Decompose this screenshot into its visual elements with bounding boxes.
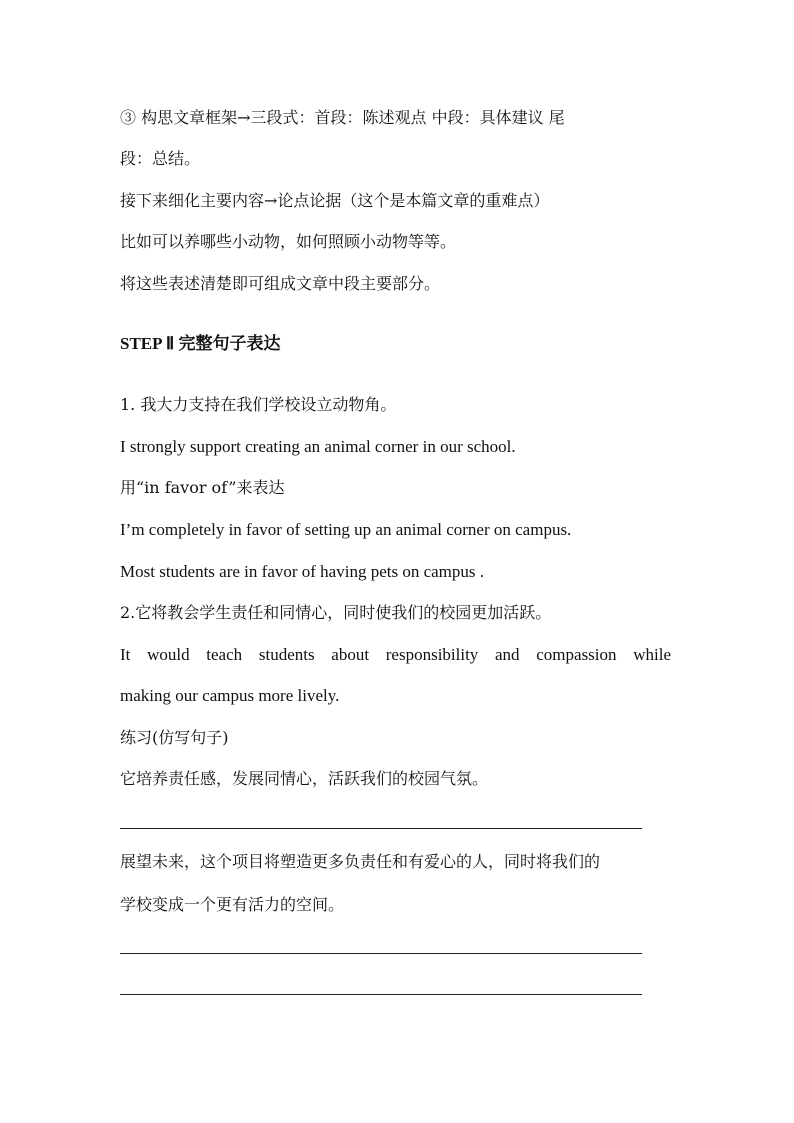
answer-line-2[interactable] xyxy=(120,953,642,954)
item1-chinese: 1. 我大力支持在我们学校设立动物角。 xyxy=(120,395,397,414)
outline-line-4: 比如可以养哪些小动物，如何照顾小动物等等。 xyxy=(120,232,457,251)
item2-english-line-1: It would teach students about responsibility and compassion while xyxy=(120,645,671,664)
practice-sentence-1: 它培养责任感，发展同情心，活跃我们的校园气氛。 xyxy=(120,769,489,788)
item1-example-1: I’m completely in favor of setting up an animal corner on campus. xyxy=(120,520,572,539)
outline-line-1: ③ 构思文章框架→三段式：首段：陈述观点 中段：具体建议 尾 xyxy=(120,108,565,127)
item2-english-line-2: making our campus more lively. xyxy=(120,686,340,705)
item2-chinese: 2.它将教会学生责任和同情心，同时使我们的校园更加活跃。 xyxy=(120,603,552,622)
practice-label: 练习(仿写句子) xyxy=(120,728,229,747)
outline-line-3: 接下来细化主要内容→论点论据（这个是本篇文章的重难点） xyxy=(120,191,550,210)
item1-example-2: Most students are in favor of having pets on campus . xyxy=(120,562,485,581)
answer-line-1[interactable] xyxy=(120,828,642,829)
answer-line-3[interactable] xyxy=(120,994,642,995)
outline-line-2: 段：总结。 xyxy=(120,149,201,168)
step-heading: STEP Ⅱ 完整句子表达 xyxy=(120,334,281,353)
item1-hint: 用“in favor of”来表达 xyxy=(120,478,285,497)
item1-english: I strongly support creating an animal corner in our school. xyxy=(120,437,516,456)
practice-sentence-2-line-1: 展望未来，这个项目将塑造更多负责任和有爱心的人，同时将我们的 xyxy=(120,852,601,871)
practice-sentence-2-line-2: 学校变成一个更有活力的空间。 xyxy=(120,895,345,914)
outline-line-5: 将这些表述清楚即可组成文章中段主要部分。 xyxy=(120,274,441,293)
